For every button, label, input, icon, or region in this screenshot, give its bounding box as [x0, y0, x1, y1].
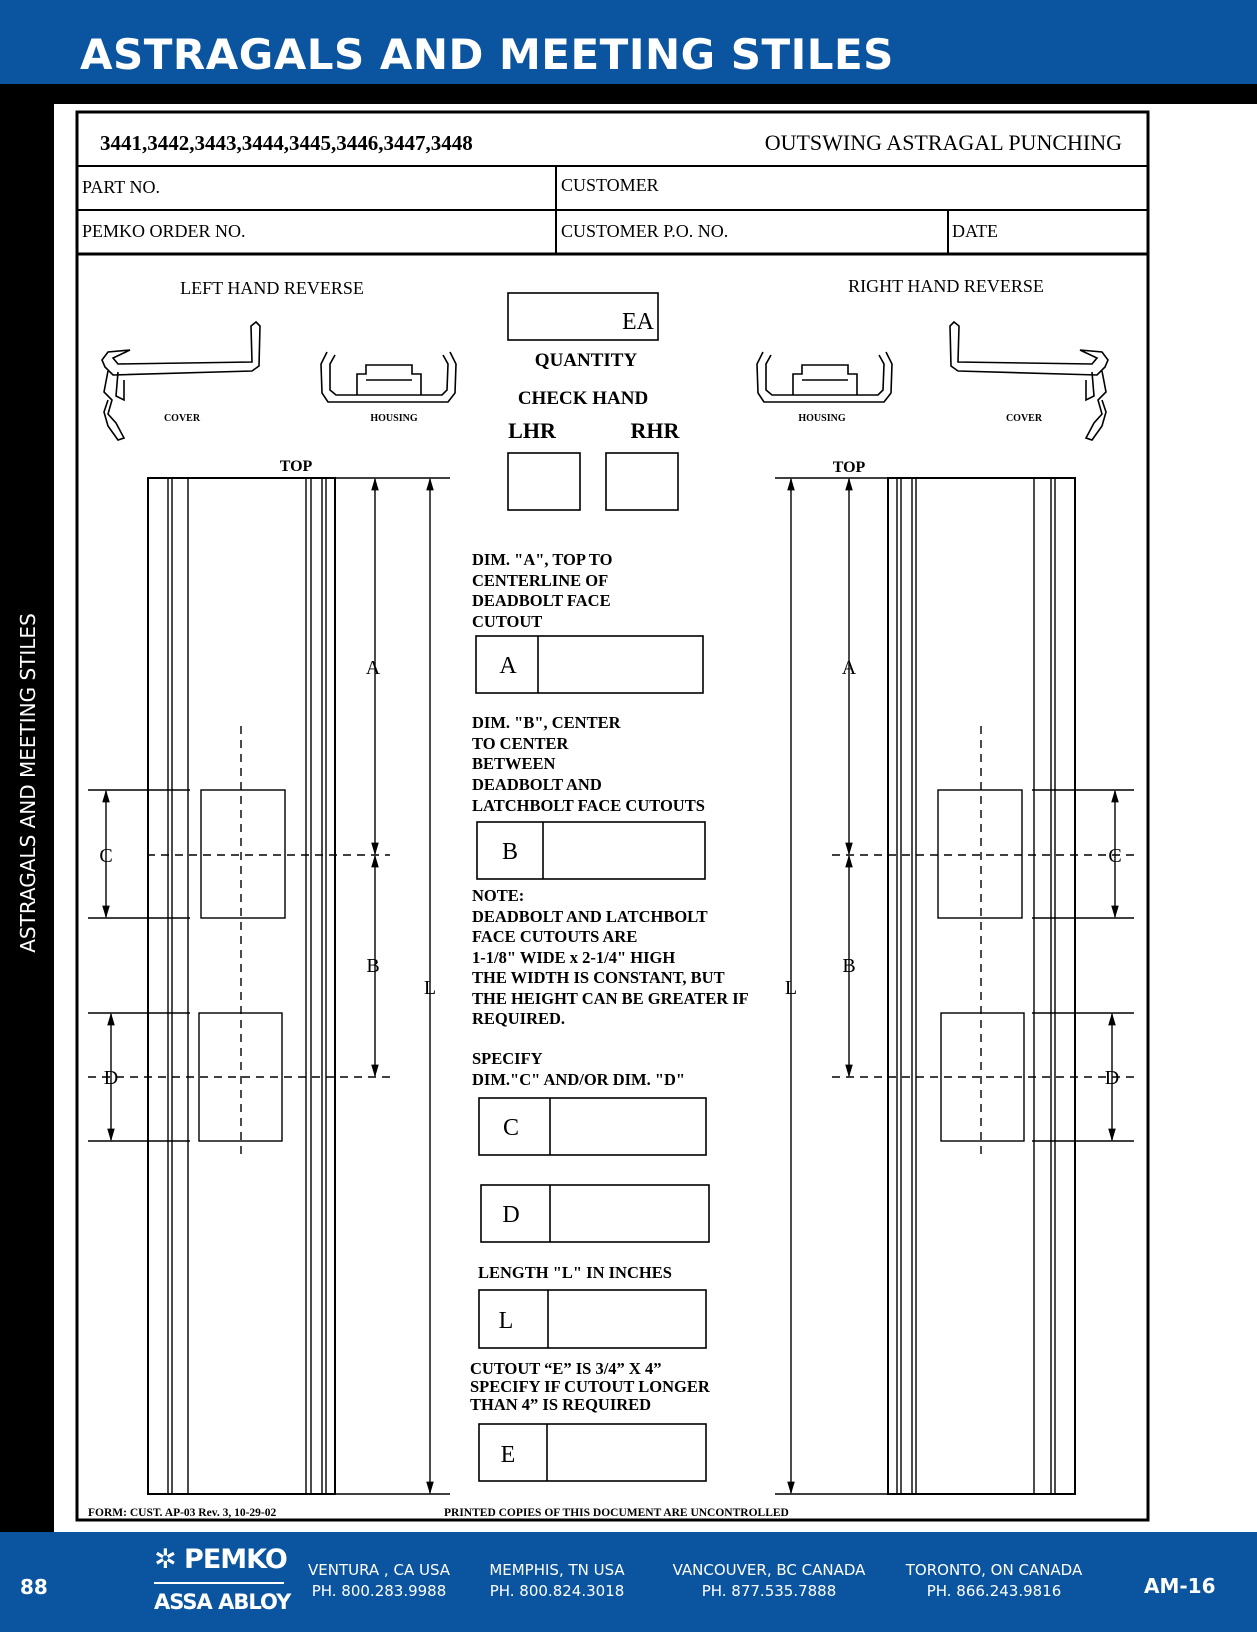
svg-text:B: B [501, 839, 519, 865]
cutout-e-field[interactable] [479, 1424, 706, 1481]
page-title: ASTRAGALS AND MEETING STILES [80, 30, 894, 79]
right-dim-b-label: B [842, 955, 856, 977]
right-stile [775, 478, 1134, 1494]
ea-label: EA [622, 309, 654, 335]
svg-text:NOTE:: NOTE: [472, 886, 525, 905]
svg-text:C: C [502, 1115, 520, 1141]
check-hand-label: CHECK HAND [517, 388, 649, 409]
office-phone: PH. 800.283.9988 [311, 1582, 447, 1600]
svg-text:CUTOUT: CUTOUT [472, 612, 543, 631]
svg-text:DEADBOLT FACE: DEADBOLT FACE [472, 591, 611, 610]
right-top-label: TOP [832, 459, 866, 476]
lhr-checkbox[interactable] [508, 453, 580, 510]
dim-a-field[interactable] [476, 636, 703, 693]
right-dim-d-label: D [1104, 1067, 1120, 1089]
svg-text:D: D [502, 1202, 520, 1228]
quantity-label: QUANTITY [534, 350, 638, 371]
office-toronto [894, 1560, 1094, 1602]
page-number: 88 [20, 1575, 48, 1599]
assa-abloy-logo: ASSA ABLOY [154, 1590, 291, 1614]
customer-po-no-label: CUSTOMER P.O. NO. [561, 221, 729, 241]
svg-text:DIM. "B", CENTER: DIM. "B", CENTER [472, 713, 621, 732]
svg-text:FACE CUTOUTS ARE: FACE CUTOUTS ARE [472, 927, 638, 946]
left-hand-reverse-label: LEFT HAND REVERSE [180, 278, 364, 298]
right-cover-label: COVER [1005, 413, 1043, 424]
pemko-mark-icon: ✲ [154, 1544, 185, 1575]
left-dim-c-label: C [99, 845, 113, 867]
cutout-e-description [470, 1359, 711, 1414]
svg-text:L: L [498, 1308, 514, 1334]
pemko-logo-text: PEMKO [184, 1544, 287, 1575]
svg-text:A: A [499, 653, 517, 679]
left-cover-label: COVER [163, 413, 201, 424]
office-phone: PH. 877.535.7888 [701, 1582, 837, 1600]
svg-text:E: E [500, 1442, 516, 1468]
svg-text:THE HEIGHT CAN BE GREATER IF: THE HEIGHT CAN BE GREATER IF [472, 989, 749, 1008]
office-city: VENTURA , CA USA [307, 1561, 451, 1579]
right-dim-l-label: L [784, 977, 798, 999]
svg-text:1-1/8" WIDE x 2-1/4" HIGH: 1-1/8" WIDE x 2-1/4" HIGH [472, 948, 676, 967]
office-phone: PH. 866.243.9816 [926, 1582, 1062, 1600]
right-housing-profile [757, 352, 892, 402]
dim-d-field[interactable] [481, 1185, 709, 1242]
svg-text:BETWEEN: BETWEEN [472, 754, 556, 773]
dim-b-description [472, 713, 705, 815]
rhr-label: RHR [630, 418, 680, 443]
pemko-logo [154, 1544, 287, 1575]
left-housing-profile [321, 352, 456, 402]
svg-text:DEADBOLT AND: DEADBOLT AND [472, 775, 602, 794]
office-city: MEMPHIS, TN USA [489, 1561, 625, 1579]
svg-text:DIM. "A", TOP TO: DIM. "A", TOP TO [472, 550, 613, 569]
logo-divider [154, 1582, 284, 1584]
svg-text:DIM."C" AND/OR DIM. "D": DIM."C" AND/OR DIM. "D" [472, 1070, 686, 1089]
svg-text:THE WIDTH IS CONSTANT, BUT: THE WIDTH IS CONSTANT, BUT [472, 968, 725, 987]
svg-text:THAN 4” IS REQUIRED: THAN 4” IS REQUIRED [470, 1395, 652, 1414]
office-memphis [457, 1560, 657, 1602]
uncontrolled-notice: PRINTED COPIES OF THIS DOCUMENT ARE UNCONTROLLED [444, 1507, 789, 1519]
left-stile [88, 478, 450, 1494]
length-label: LENGTH "L" IN INCHES [478, 1263, 672, 1282]
lhr-label: LHR [508, 418, 556, 443]
length-l-field[interactable] [479, 1290, 706, 1348]
office-vancouver [669, 1560, 869, 1602]
right-housing-label: HOUSING [798, 413, 846, 424]
rhr-checkbox[interactable] [606, 453, 678, 510]
part-no-label: PART NO. [82, 177, 160, 197]
cutout-note [472, 886, 749, 1028]
left-dim-b-label: B [366, 955, 380, 977]
right-hand-reverse-label: RIGHT HAND REVERSE [848, 276, 1044, 296]
document-code: AM-16 [1144, 1574, 1216, 1598]
svg-text:LATCHBOLT FACE CUTOUTS: LATCHBOLT FACE CUTOUTS [472, 796, 705, 815]
office-city: TORONTO, ON CANADA [905, 1561, 1083, 1579]
right-dim-a-label: A [841, 657, 857, 679]
pemko-order-no-label: PEMKO ORDER NO. [82, 221, 246, 241]
office-city: VANCOUVER, BC CANADA [672, 1561, 866, 1579]
svg-text:DEADBOLT AND LATCHBOLT: DEADBOLT AND LATCHBOLT [472, 907, 708, 926]
form-id: FORM: CUST. AP-03 Rev. 3, 10-29-02 [88, 1507, 277, 1519]
customer-label: CUSTOMER [561, 175, 659, 195]
svg-text:SPECIFY: SPECIFY [472, 1049, 543, 1068]
right-dim-c-label: C [1108, 845, 1122, 867]
svg-text:CENTERLINE OF: CENTERLINE OF [472, 571, 609, 590]
left-dim-a-label: A [365, 657, 381, 679]
dim-b-field[interactable] [477, 822, 705, 879]
svg-text:CUTOUT “E” IS 3/4” X 4”: CUTOUT “E” IS 3/4” X 4” [470, 1359, 662, 1378]
dim-c-field[interactable] [479, 1098, 706, 1155]
left-dim-l-label: L [423, 977, 437, 999]
form-title: OUTSWING ASTRAGAL PUNCHING [764, 130, 1122, 155]
part-numbers: 3441,3442,3443,3444,3445,3446,3447,3448 [100, 131, 473, 155]
left-top-label: TOP [279, 458, 313, 475]
date-label: DATE [952, 221, 998, 241]
left-dim-d-label: D [103, 1067, 119, 1089]
office-ventura [279, 1560, 479, 1602]
dim-a-description [472, 550, 613, 631]
svg-text:SPECIFY IF CUTOUT LONGER: SPECIFY IF CUTOUT LONGER [470, 1377, 710, 1396]
svg-text:REQUIRED.: REQUIRED. [472, 1009, 566, 1028]
office-phone: PH. 800.824.3018 [489, 1582, 625, 1600]
svg-text:TO CENTER: TO CENTER [472, 734, 569, 753]
specify-c-d [472, 1049, 685, 1089]
sidebar-section-label: ASTRAGALS AND MEETING STILES [16, 613, 40, 953]
left-housing-label: HOUSING [370, 413, 418, 424]
